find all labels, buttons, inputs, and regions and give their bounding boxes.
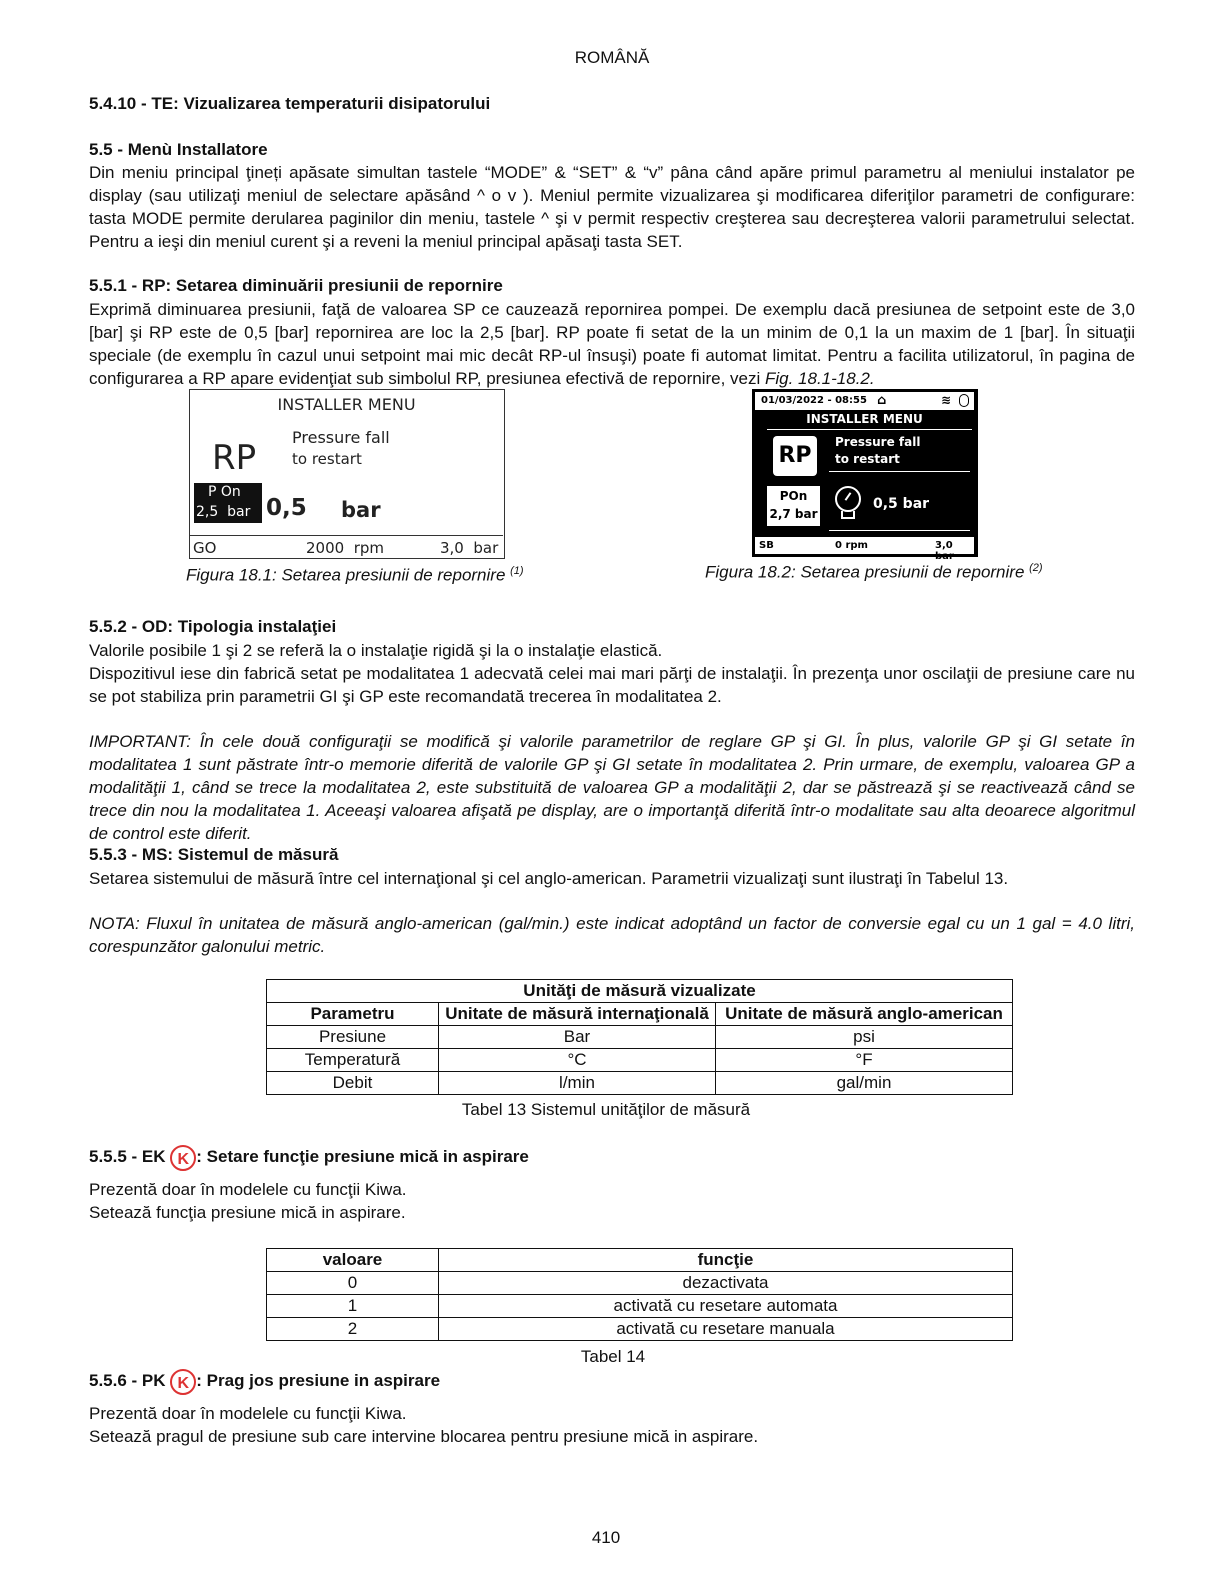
section-5-5-body: Din meniu principal ţineți apăsate simultan tastele “MODE” & “SET” & “v” pâna când apăre primul parametru al meniului instalator pe display (sau utilizaţi meniul de selectare apăsând ^ o v ). Meniul permite vizualizarea şi modificarea diferiţilor parametri de configurare: tasta MODE permite derularea paginilor din meniu, tastele ^ şi v permit respectiv creşterea sau decreşterea valorii parametrului selectat. Pentru a ieşi din meniul curent şi a reveni la meniul principal apăsaţi tasta SET. — [89, 163, 1135, 251]
table-cell: activată cu resetare manuala — [439, 1318, 1013, 1341]
table-cell: Debit — [267, 1072, 439, 1095]
home-icon: ⌂ — [877, 393, 887, 408]
fig2-desc-divider — [829, 471, 970, 472]
table-cell: psi — [716, 1026, 1013, 1049]
table-cell: 1 — [267, 1295, 439, 1318]
table-13-header: Unitate de măsură internaţională — [439, 1003, 716, 1026]
table-cell: °F — [716, 1049, 1013, 1072]
fig2-pon-line1: POn — [779, 489, 808, 503]
table-cell: l/min — [439, 1072, 716, 1095]
table-13-header: Unitate de măsură anglo-american — [716, 1003, 1013, 1026]
table-cell: dezactivata — [439, 1272, 1013, 1295]
page-language-header: ROMÂNĂ — [574, 48, 650, 67]
fig1-unit: bar — [341, 498, 381, 522]
fig1-status-divider — [190, 535, 503, 536]
table-cell: gal/min — [716, 1072, 1013, 1095]
section-5-4-10-title: 5.4.10 - TE: Vizualizarea temperaturii disipatorului — [89, 94, 491, 113]
section-5-5-6-line1: Prezentă doar în modelele cu funcţii Kiwa. — [89, 1404, 407, 1423]
kiwa-k-icon: K — [170, 1369, 196, 1395]
fig1-desc-line2: to restart — [292, 450, 362, 468]
section-5-5-1-title: 5.5.1 - RP: Setarea diminuării presiunii de repornire — [89, 276, 503, 295]
fig2-desc-line1: Pressure fall — [835, 435, 921, 449]
fig2-pon-line2: 2,7 bar — [769, 507, 818, 521]
wifi-icon: ≋ — [941, 393, 952, 407]
table-row — [267, 1049, 1013, 1072]
display-figure-2 — [752, 389, 978, 562]
section-5-5-3-note: NOTA: Fluxul în unitatea de măsură anglo-american (gal/min.) este indicat adoptând un factor de conversie egal cu un 1 gal = 4.0 litri, corespunzător galonului metric. — [89, 914, 1135, 956]
fig2-status-bar — [755, 537, 974, 562]
table-row — [267, 1026, 1013, 1049]
section-5-5-2-line2: Dispozitivul iese din fabrică setat pe modalitatea 1 adecvată celei mai mari părţi de instalaţii. În prezenţa unor oscilaţii de presiune care nu se pot stabiliza prin parametrii GI şi GP este recomandată trecerea în modalitatea 2. — [89, 664, 1135, 706]
section-5-5-3-body: Setarea sistemului de măsură între cel internaţional şi cel anglo-american. Parametrii vizualizaţi sunt ilustraţi în Tabelul 13. — [89, 869, 1009, 888]
fig2-status-left: SB — [759, 540, 774, 551]
table-row — [267, 1272, 1013, 1295]
fig2-title-divider — [767, 429, 972, 430]
section-5-5-2-important: IMPORTANT: În cele două configuraţii se modifică şi valorile parametrilor de reglare GP şi GI. În plus, valorile GP şi GI setate în modalitatea 1 sunt păstrate într-o memorie diferită de valorile GP şi GI setate în modalitatea 2. Prin urmare, de exemplu, valoarea GP a modalităţii 1, când se trece la modalitatea 2, este substituită de valoarea GP a modalităţii 2, dar se păstrează şi se reactivează când se trece din nou la modalitatea 1. Aceeaşi valoarea afişată pe display, are o importanţă diferită într-o modalitate sau alta deoarece algoritmul de control este diferit. — [89, 732, 1135, 843]
table-row — [267, 1072, 1013, 1095]
fig2-datetime: 01/03/2022 - 08:55 — [761, 395, 867, 406]
kiwa-k-icon: K — [170, 1145, 196, 1171]
section-5-5-1-body: Exprimă diminuarea presiunii, faţă de valoarea SP ce cauzează repornirea pompei. De exemplu dacă presiunea de setpoint este de 3,0 [bar] şi RP este de 0,5 [bar] repornirea are loc la 2,5 [bar]. RP poate fi setat de la un minim de 0,1 la un maxim de 1 [bar]. În situaţii speciale (de exemplu în cazul unui setpoint mai mic decât RP-ul însuşi) poate fi automat limitat. Pentru a facilita utilizatorul, în pagina de configurarea a RP apare evidenţiat sub simbolul RP, presiunea efectivă de repornire, vezi Fig. 18.1-18.2. — [89, 300, 1135, 388]
section-5-5-5-line1: Prezentă doar în modelele cu funcţii Kiwa. — [89, 1180, 407, 1199]
fig2-pon-box — [767, 486, 820, 526]
section-5-5-5-line2: Setează funcţia presiune mică in aspirare. — [89, 1203, 406, 1222]
table-row — [267, 1295, 1013, 1318]
section-5-5-5-title: 5.5.5 - EK K : Setare funcţie presiune mică in aspirare — [89, 1145, 529, 1171]
table-14-caption: Tabel 14 — [580, 1347, 646, 1366]
table-13-caption: Tabel 13 Sistemul unităţilor de măsură — [461, 1100, 751, 1119]
table-14-header: funcţie — [439, 1249, 1013, 1272]
figure-reference: Fig. 18.1-18.2. — [764, 369, 875, 388]
fig1-pon-line1: P On — [208, 484, 241, 500]
fig2-status-right: 3,0 bar — [935, 540, 954, 562]
display-figure-1 — [189, 389, 505, 559]
section-5-5-2-line1: Valorile posibile 1 şi 2 se referă la o instalaţie rigidă şi la o instalaţie elastică. — [89, 641, 663, 660]
table-14 — [266, 1248, 1013, 1341]
fig2-desc-line2: to restart — [835, 452, 900, 466]
fig1-desc-line1: Pressure fall — [292, 428, 390, 447]
fig1-menu-title: INSTALLER MENU — [277, 395, 416, 414]
fig1-pon-box — [194, 483, 262, 523]
table-row — [267, 1318, 1013, 1341]
fig2-top-bar — [755, 392, 974, 410]
table-14-header: valoare — [267, 1249, 439, 1272]
section-5-5-2-title: 5.5.2 - OD: Tipologia instalaţiei — [89, 617, 337, 636]
table-cell: Bar — [439, 1026, 716, 1049]
table-13 — [266, 979, 1013, 1095]
section-5-5-6-line2: Setează pragul de presiune sub care intervine blocarea pentru presiune mică in aspirare. — [89, 1427, 759, 1446]
fig2-value: 0,5 bar — [873, 496, 930, 512]
section-5-5-title: 5.5 - Menù Installatore — [89, 140, 268, 159]
table-cell: Temperatură — [267, 1049, 439, 1072]
table-13-title: Unităţi de măsură vizualizate — [267, 980, 1013, 1003]
gauge-needle — [845, 492, 852, 501]
table-cell: °C — [439, 1049, 716, 1072]
fig2-caption: Figura 18.2: Setarea presiunii de repornire $^{(2)}$ — [705, 562, 1043, 582]
table-13-header: Parametru — [267, 1003, 439, 1026]
pressure-gauge-icon — [835, 486, 861, 512]
table-cell: 2 — [267, 1318, 439, 1341]
fig1-status-left: GO — [193, 539, 217, 557]
fig1-status-mid: 2000 rpm — [306, 539, 385, 557]
bluetooth-icon — [959, 394, 969, 407]
fig2-menu-title: INSTALLER MENU — [806, 412, 923, 426]
gauge-base — [841, 511, 855, 519]
fig2-status-mid: 0 rpm — [835, 540, 868, 551]
page-number: 410 — [591, 1528, 621, 1547]
fig1-pon-line2: 2,5 bar — [196, 504, 251, 520]
fig1-status-right: 3,0 bar — [440, 539, 499, 557]
fig1-caption: Figura 18.1: Setarea presiunii de repornire $^{(1)}$ — [186, 565, 524, 585]
fig1-code: RP — [212, 438, 257, 478]
table-cell: Presiune — [267, 1026, 439, 1049]
table-cell: 0 — [267, 1272, 439, 1295]
fig2-code: RP — [773, 436, 817, 476]
section-5-5-6-title: 5.5.6 - PK K : Prag jos presiune in aspirare — [89, 1369, 440, 1395]
fig1-value: 0,5 — [266, 495, 307, 521]
table-cell: activată cu resetare automata — [439, 1295, 1013, 1318]
fig2-value-divider — [829, 530, 970, 531]
section-5-5-3-title: 5.5.3 - MS: Sistemul de măsură — [89, 845, 339, 864]
